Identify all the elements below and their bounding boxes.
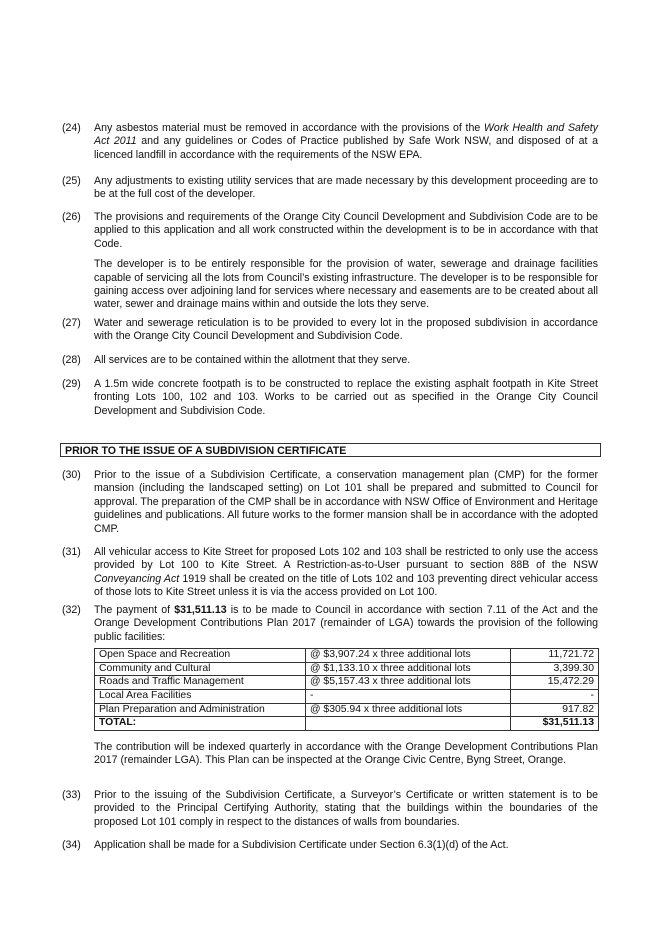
total-label: TOTAL: <box>95 717 306 731</box>
condition-body <box>94 211 598 312</box>
condition-paragraph: Prior to the issuing of the Subdivision Certificate, a Surveyor’s Certificate or written statement is to be provided to the Principal Certifying Authority, stating that the buildings within the boundaries of the proposed Lot 101 comply in respect to the distances of walls from boundaries. <box>94 789 598 828</box>
amount-cell: 917.82 <box>511 703 599 717</box>
total-amount: $31,511.13 <box>511 717 599 731</box>
condition-body <box>94 122 598 162</box>
condition-body <box>94 378 598 418</box>
condition-body <box>94 469 598 536</box>
condition-paragraph: The developer is to be entirely responsible for the provision of water, sewerage and drainage facilities capable of servicing all the lots from Council’s existing infrastructure. The developer is to be responsible for gaining access over adjoining land for services where necessary and easements are to be created about all water, sewer and drainage mains within and outside the lots they serve. <box>94 258 598 311</box>
calculation-cell: @ $305.94 x three additional lots <box>306 703 511 717</box>
facility-cell: Open Space and Recreation <box>95 649 306 663</box>
condition-paragraph: Any asbestos material must be removed in accordance with the provisions of the Work Health and Safety Act 2011 and any guidelines or Codes of Practice published by Safe Work NSW, and disposed of at a licenced landfill in accordance with the requirements of the NSW EPA. <box>94 122 598 161</box>
condition-25 <box>62 175 598 202</box>
condition-number: (25) <box>62 175 81 187</box>
contributions-table <box>94 648 599 731</box>
amount-cell: 15,472.29 <box>511 676 599 690</box>
condition-number: (29) <box>62 378 81 390</box>
total-empty-cell <box>306 717 511 731</box>
table-row <box>95 662 599 676</box>
condition-24 <box>62 122 598 162</box>
condition-paragraph: Water and sewerage reticulation is to be provided to every lot in the proposed subdivision in accordance with the Orange City Council Development and Subdivision Code. <box>94 317 598 343</box>
condition-number: (24) <box>62 122 81 134</box>
table-total-row <box>95 717 599 731</box>
condition-31 <box>62 546 598 600</box>
condition-33 <box>62 789 598 829</box>
condition-body <box>94 175 598 202</box>
facility-cell: Local Area Facilities <box>95 690 306 704</box>
condition-29 <box>62 378 598 418</box>
condition-body <box>94 839 598 852</box>
facility-cell: Roads and Traffic Management <box>95 676 306 690</box>
condition-number: (32) <box>62 604 81 616</box>
calculation-cell: @ $1,133.10 x three additional lots <box>306 662 511 676</box>
condition-number: (26) <box>62 211 81 223</box>
condition-30 <box>62 469 598 536</box>
amount-cell: - <box>511 690 599 704</box>
condition-paragraph: The payment of $31,511.13 is to be made to Council in accordance with section 7.11 of the Act and the Orange Development Contributions Plan 2017 (remainder of LGA) towards the provision of the following public facilities: <box>94 604 598 643</box>
condition-32 <box>62 604 598 768</box>
table-row <box>95 690 599 704</box>
condition-number: (33) <box>62 789 81 801</box>
facility-cell: Community and Cultural <box>95 662 306 676</box>
condition-paragraph: The provisions and requirements of the Orange City Council Development and Subdivision Code are to be applied to this application and all work constructed within the development is to be in accordance with that Code. <box>94 211 598 250</box>
table-row <box>95 649 599 663</box>
condition-paragraph: Any adjustments to existing utility services that are made necessary by this development proceeding are to be at the full cost of the developer. <box>94 175 598 201</box>
condition-body <box>94 354 598 367</box>
calculation-cell: @ $3,907.24 x three additional lots <box>306 649 511 663</box>
amount-cell: 3,399.30 <box>511 662 599 676</box>
condition-28 <box>62 354 598 367</box>
calculation-cell: @ $5,157.43 x three additional lots <box>306 676 511 690</box>
condition-paragraph: All services are to be contained within the allotment that they serve. <box>94 354 411 366</box>
condition-paragraph: A 1.5m wide concrete footpath is to be constructed to replace the existing asphalt footpath in Kite Street fronting Lots 100, 102 and 103. Works to be carried out as specified in the Orange City Council Development and Subdivision Code. <box>94 378 598 417</box>
condition-paragraph: All vehicular access to Kite Street for proposed Lots 102 and 103 shall be restricted to only use the access provided by Lot 100 to Kite Street. A Restriction-as-to-User pursuant to section 88B of the NSW Conveyancing Act 1919 shall be created on the title of Lots 102 and 103 preventing direct vehicular access of those lots to Kite Street unless it is via the access provided on Lot 100. <box>94 546 598 599</box>
section-header: PRIOR TO THE ISSUE OF A SUBDIVISION CERTIFICATE <box>60 443 601 457</box>
contribution-note: The contribution will be indexed quarterly in accordance with the Orange Development Contributions Plan 2017 (remainder LGA). This Plan can be inspected at the Orange Civic Centre, Byng Street, Orange. <box>94 740 598 767</box>
condition-27 <box>62 317 598 344</box>
condition-34 <box>62 839 598 852</box>
condition-body <box>94 604 598 768</box>
condition-body <box>94 317 598 344</box>
table-row <box>95 703 599 717</box>
condition-body <box>94 789 598 829</box>
condition-number: (30) <box>62 469 81 481</box>
condition-number: (31) <box>62 546 81 558</box>
condition-paragraph: Application shall be made for a Subdivision Certificate under Section 6.3(1)(d) of the Act. <box>94 839 509 851</box>
condition-body <box>94 546 598 600</box>
condition-paragraph: Prior to the issue of a Subdivision Certificate, a conservation management plan (CMP) for the former mansion (including the landscaped setting) on Lot 101 shall be prepared and submitted to Council for approval. The preparation of the CMP shall be in accordance with NSW Office of Environment and Heritage guidelines and publications. All future works to the former mansion shall be in accordance with the adopted CMP. <box>94 469 598 535</box>
amount-cell: 11,721.72 <box>511 649 599 663</box>
condition-26 <box>62 211 598 312</box>
condition-number: (27) <box>62 317 81 329</box>
condition-number: (28) <box>62 354 81 366</box>
condition-number: (34) <box>62 839 81 851</box>
table-row <box>95 676 599 690</box>
facility-cell: Plan Preparation and Administration <box>95 703 306 717</box>
calculation-cell: - <box>306 690 511 704</box>
